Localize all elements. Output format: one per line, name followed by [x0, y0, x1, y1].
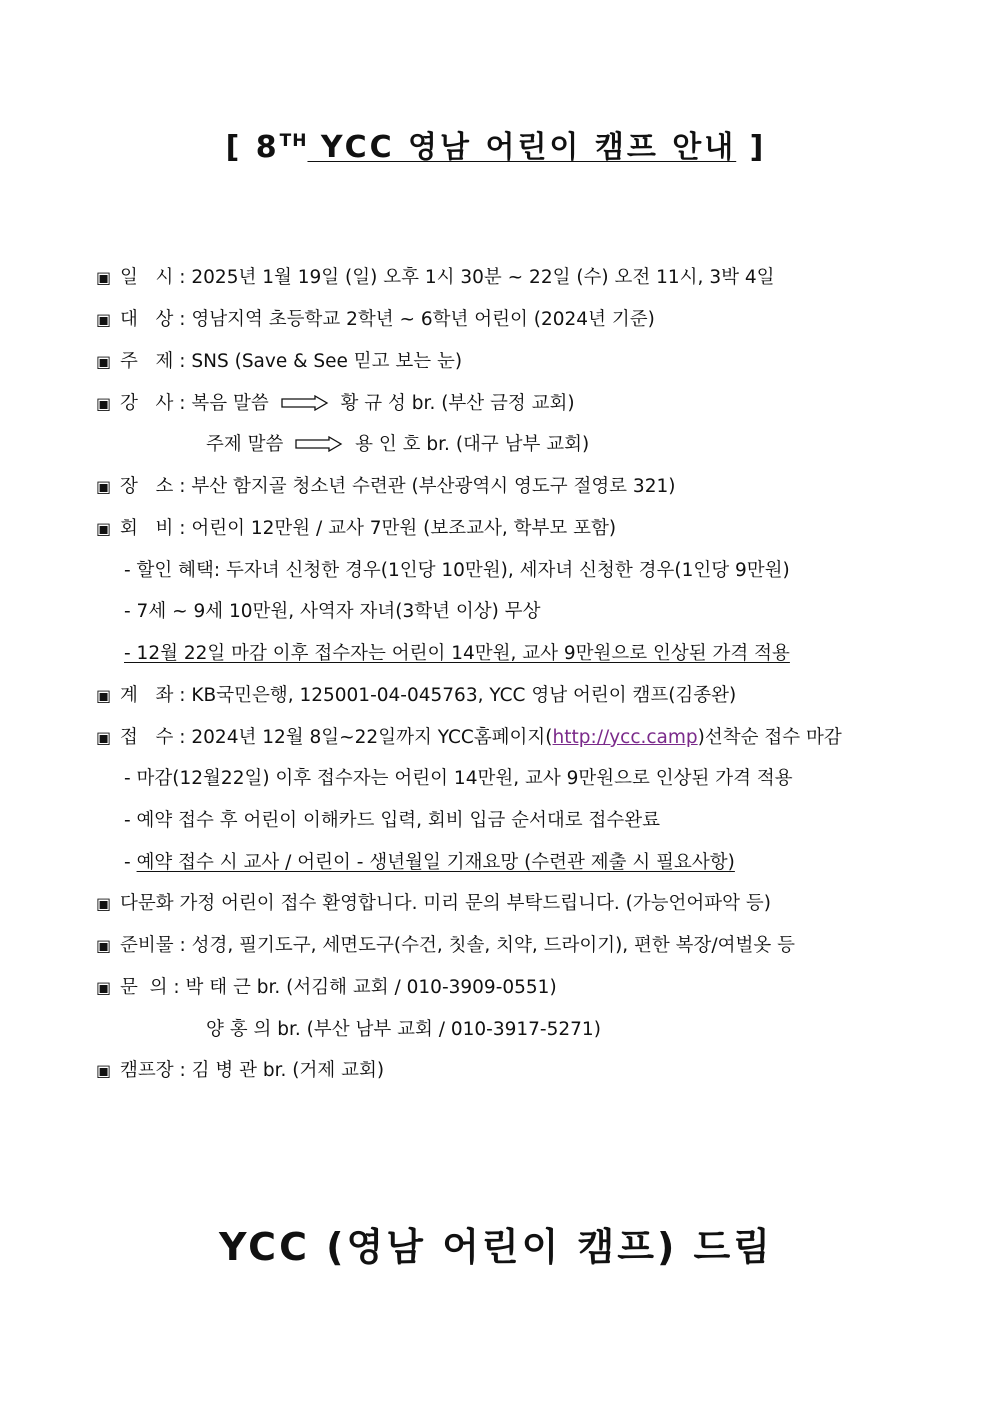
info-row-target: ▣ 대 상 : 영남지역 초등학교 2학년 ~ 6학년 어린이 (2024년 기준)	[96, 309, 655, 330]
bullet-icon: ▣	[96, 519, 112, 538]
info-row-speakers: ▣ 강 사 : 복음 말씀 황 규 성 br. (부산 금정 교회)	[96, 393, 575, 414]
info-row-place: ▣ 장 소 : 부산 함지골 청소년 수련관 (부산광역시 영도구 절영로 321)	[96, 476, 676, 497]
register-note: - 예약 접수 후 어린이 이해카드 입력, 회비 입금 순서대로 접수완료	[124, 810, 661, 831]
page-title: [ 8TH YCC 영남 어린이 캠프 안내 ]	[225, 130, 767, 165]
bullet-icon: ▣	[96, 894, 112, 913]
fee-note: - 7세 ~ 9세 10만원, 사역자 자녀(3학년 이상) 무상	[124, 601, 541, 622]
info-row-contact: ▣ 문 의 : 박 태 근 br. (서김해 교회 / 010-3909-0551)	[96, 977, 557, 998]
bullet-icon: ▣	[96, 394, 112, 413]
bullet-icon: ▣	[96, 268, 112, 287]
bullet-icon: ▣	[96, 978, 112, 997]
fee-note: - 12월 22일 마감 이후 접수자는 어린이 14만원, 교사 9만원으로 인상된 가격 적용	[124, 643, 790, 664]
info-row-date: ▣ 일 시 : 2025년 1월 19일 (일) 오후 1시 30분 ~ 22일 (수) 오전 11시, 3박 4일	[96, 267, 775, 288]
homepage-link[interactable]: http://ycc.camp	[552, 727, 698, 748]
arrow-right-icon	[281, 395, 329, 411]
bullet-icon: ▣	[96, 936, 112, 955]
info-row-theme: ▣ 주 제 : SNS (Save & See 믿고 보는 눈)	[96, 351, 463, 372]
info-row-register: ▣ 접 수 : 2024년 12월 8일~22일까지 YCC홈페이지(http://ycc.camp)선착순 접수 마감	[96, 727, 842, 748]
bullet-icon: ▣	[96, 728, 112, 747]
info-row-contact-2: 양 홍 의 br. (부산 남부 교회 / 010-3917-5271)	[206, 1019, 601, 1040]
bullet-icon: ▣	[96, 477, 112, 496]
info-row-director: ▣ 캠프장 : 김 병 관 br. (거제 교회)	[96, 1060, 385, 1081]
bullet-icon: ▣	[96, 310, 112, 329]
bullet-icon: ▣	[96, 1061, 112, 1080]
register-note: - 마감(12월22일) 이후 접수자는 어린이 14만원, 교사 9만원으로 인상된 가격 적용	[124, 768, 793, 789]
bullet-icon: ▣	[96, 352, 112, 371]
register-note: - 예약 접수 시 교사 / 어린이 - 생년월일 기재요망 (수련관 제출 시 필요사항)	[124, 852, 735, 873]
info-row-multicultural: ▣ 다문화 가정 어린이 접수 환영합니다. 미리 문의 부탁드립니다. (가능언어파악 등)	[96, 893, 771, 914]
info-row-supplies: ▣ 준비물 : 성경, 필기도구, 세면도구(수건, 칫솔, 치약, 드라이기), 편한 복장/여벌옷 등	[96, 935, 796, 956]
info-row-speaker-2: 주제 말씀 용 인 호 br. (대구 남부 교회)	[206, 434, 590, 455]
info-row-account: ▣ 계 좌 : KB국민은행, 125001-04-045763, YCC 영남 어린이 캠프(김종완)	[96, 685, 737, 706]
arrow-right-icon	[295, 436, 343, 452]
fee-note: - 할인 혜택: 두자녀 신청한 경우(1인당 10만원), 세자녀 신청한 경우(1인당 9만원)	[124, 560, 790, 581]
info-row-fee: ▣ 회 비 : 어린이 12만원 / 교사 7만원 (보조교사, 학부모 포함)	[96, 518, 617, 539]
footer-signature: YCC (영남 어린이 캠프) 드림	[219, 1225, 773, 1269]
bullet-icon: ▣	[96, 686, 112, 705]
